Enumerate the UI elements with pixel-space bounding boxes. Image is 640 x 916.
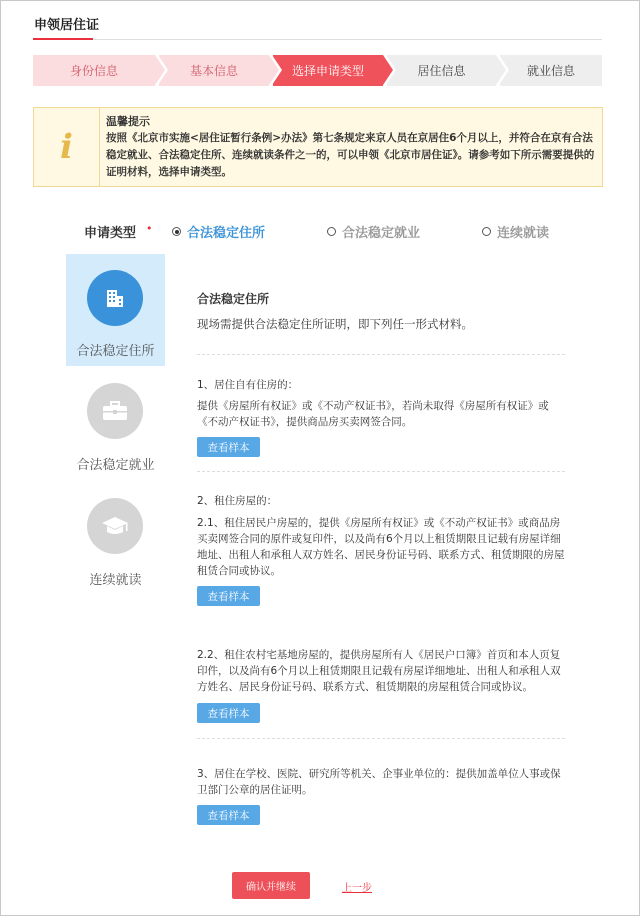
briefcase-icon [87,383,143,439]
view-sample-button-3[interactable]: 查看样本 [197,703,260,723]
side-item-label: 合法稳定住所 [76,344,155,359]
divider [197,354,565,355]
view-sample-button-1[interactable]: 查看样本 [197,437,260,457]
step-identity-info [33,55,155,86]
step-select-type [273,55,383,86]
radio-continuous-study[interactable] [482,222,549,241]
radio-unselected-icon [482,227,491,236]
content-subtitle: 现场需提供合法稳定住所证明，即下列任一形式材料。 [197,317,473,331]
page-title: 申领居住证 [34,18,100,33]
radio-unselected-icon [327,227,336,236]
step-label: 选择申请类型 [291,64,364,78]
title-divider [33,39,602,40]
type-label: 申请类型 [84,226,137,241]
section3-text: 3、居住在学校、医院、研究所等机关、企事业单位的：提供加盖单位人事或保卫部门公章的居住证明。 [197,768,561,796]
divider [197,738,565,739]
notice-body: 按照《北京市实施<居住证暂行条例>办法》第七条规定来京人员在京居住6个月以上，并符合在京有合法稳定就业、合法稳定住所、连续就读条件之一的，可以申领《北京市居住证》。请参考如下所示需要提供的证明材料，选择申请类型。 [106,132,595,178]
required-mark: • [146,222,153,235]
step-label: 基本信息 [189,64,238,78]
radio-label: 连续就读 [497,226,550,241]
step-basic-info [159,55,269,86]
previous-step-link[interactable]: 上一步 [342,883,372,894]
notice-title: 温馨提示 [106,115,150,128]
step-label: 居住信息 [417,64,466,78]
info-icon: i [60,127,73,167]
section2-2-text: 2.2、租住农村宅基地房屋的，提供房屋所有人《居民户口簿》首页和本人页复印件，以及尚有6个月以上租赁期限且记载有房屋详细地址、出租人和承租人双方姓名、居民身份证号码、联系方式、租赁期限的房屋租赁合同或协议。 [197,649,561,693]
view-sample-button-2[interactable]: 查看样本 [197,586,260,606]
graduation-cap-icon [87,498,143,554]
side-item-stable-employment[interactable] [66,366,165,478]
radio-stable-residence[interactable] [172,222,265,241]
step-progress [33,55,602,86]
radio-selected-icon [172,227,181,236]
confirm-continue-button[interactable]: 确认并继续 [232,872,310,899]
divider [197,471,565,472]
section2-1-text: 2.1、租住居民户房屋的，提供《房屋所有权证》或《不动产权证书》或商品房买卖网签合同的原件或复印件，以及尚有6个月以上租赁期限且记载有房屋详细地址、出租人和承租人双方姓名、居民身份证号码、联系方式、租赁期限的房屋租赁合同或协议。 [197,517,565,577]
title-accent-bar [33,38,93,40]
section1-heading: 1、居住自有住房的： [197,379,299,391]
view-sample-button-4[interactable]: 查看样本 [197,805,260,825]
side-item-label: 合法稳定就业 [76,458,155,473]
step-residence-info [387,55,496,86]
step-label: 身份信息 [69,64,118,78]
content-title: 合法稳定住所 [197,292,270,306]
side-item-continuous-study[interactable] [66,480,165,592]
radio-stable-employment[interactable] [327,222,420,241]
section1-text: 提供《房屋所有权证》或《不动产权证书》，若尚未取得《房屋所有权证》或《不动产权证书》，提供商品房买卖网签合同。 [197,400,549,428]
side-item-label: 连续就读 [89,573,142,588]
radio-label: 合法稳定就业 [342,226,421,241]
step-employment-info [500,55,602,86]
building-icon [87,270,143,326]
side-item-stable-residence[interactable] [66,254,165,366]
notice-divider [99,108,100,186]
radio-label: 合法稳定住所 [187,226,266,241]
section2-heading: 2、租住房屋的： [197,495,278,507]
notice-box [33,107,603,187]
step-label: 就业信息 [526,64,575,78]
